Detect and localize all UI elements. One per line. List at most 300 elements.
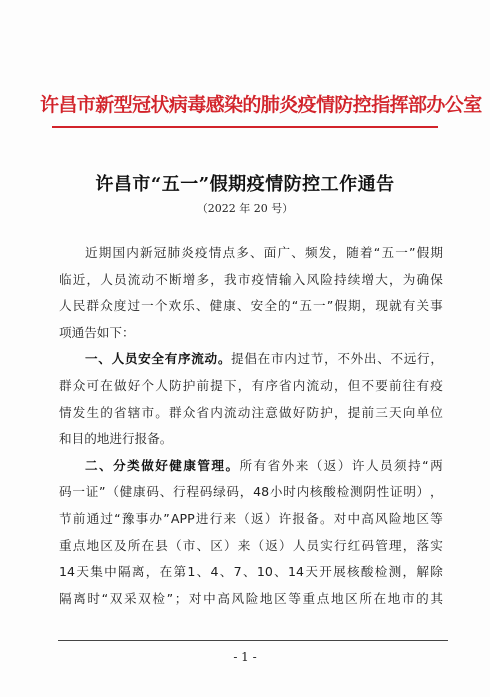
body-char: 、 xyxy=(291,245,304,260)
body-char: 群 xyxy=(169,404,182,420)
body-char: 动 xyxy=(320,377,333,393)
body-char: 频 xyxy=(305,245,318,260)
body-char: 许 xyxy=(278,510,292,526)
body-char: 就 xyxy=(389,298,402,314)
body-char: 对 xyxy=(188,590,202,606)
body-char: ； xyxy=(174,590,188,606)
body-char: 前 xyxy=(389,377,402,393)
body-char: 五 xyxy=(381,245,395,260)
body-char: 市 xyxy=(237,271,251,287)
body-char: 县 xyxy=(155,537,168,553)
body-char: ， xyxy=(402,564,416,580)
body-char: 开 xyxy=(319,564,332,580)
body-char: 炎 xyxy=(181,245,194,260)
body-char: 码 xyxy=(146,484,159,500)
body-char: 单 xyxy=(416,404,430,420)
body-char: 生 xyxy=(86,404,100,420)
body-char: 天 xyxy=(305,564,318,580)
body-char: 点 xyxy=(222,245,236,260)
body-char: 内 xyxy=(284,351,297,367)
body-char: 外 xyxy=(281,457,295,473)
body-char: 所 xyxy=(239,457,253,473)
body-char: 备 xyxy=(147,431,160,447)
body-char: ， xyxy=(361,298,375,314)
body-char: 一 xyxy=(72,484,85,500)
body-char: 有 xyxy=(253,457,267,473)
body-line xyxy=(59,453,443,480)
body-char: 有 xyxy=(251,377,265,393)
body-char: 众 xyxy=(72,377,86,393)
body-char: 测 xyxy=(349,484,363,500)
body-char: 我 xyxy=(224,271,237,287)
body-char: 群 xyxy=(59,377,72,393)
body-char: 一 xyxy=(141,298,154,314)
body-char: 行 xyxy=(417,351,430,367)
body-char: 性 xyxy=(376,484,390,500)
body-char: 有 xyxy=(402,298,416,314)
body-char: 双 xyxy=(109,590,123,606)
body-char: 往 xyxy=(402,377,416,393)
body-char: 理 xyxy=(389,537,402,553)
body-char: 险 xyxy=(388,510,402,526)
body-char: 、 xyxy=(242,564,256,580)
body-char: 近 xyxy=(85,245,98,260)
body-char: 解 xyxy=(416,564,429,580)
body-char: ） xyxy=(279,537,292,553)
body-char: 中 xyxy=(203,590,216,606)
section-heading-char: 康 xyxy=(183,457,196,473)
body-char: 重 xyxy=(59,537,72,553)
body-char: 过 xyxy=(297,351,311,367)
section-heading-char: 人 xyxy=(111,351,125,367)
footer-divider-line xyxy=(58,640,448,641)
body-char: 全 xyxy=(264,298,277,314)
body-char: 进 xyxy=(109,431,122,447)
body-char: ， xyxy=(402,537,416,553)
body-char: 48 xyxy=(253,484,270,500)
body-char: 多 xyxy=(236,245,249,260)
body-char: 随 xyxy=(346,245,359,260)
body-char: 核 xyxy=(309,484,323,500)
body-char: ， xyxy=(324,351,337,367)
body-char: ” xyxy=(166,590,174,606)
body-char: 好 xyxy=(292,404,306,420)
body-char: 码 xyxy=(361,537,375,553)
body-char: 下 xyxy=(109,324,122,340)
body-char: 如 xyxy=(96,324,110,340)
body-char: 人 xyxy=(292,537,306,553)
body-char: 地 xyxy=(387,590,401,606)
body-char: 情 xyxy=(265,271,278,287)
body-char: 临 xyxy=(59,271,72,287)
body-char: 报 xyxy=(134,431,148,447)
body-char: 过 xyxy=(127,298,141,314)
body-char: 区 xyxy=(345,590,358,606)
body-char: 人 xyxy=(59,298,72,314)
body-line xyxy=(59,586,443,613)
body-char: 市 xyxy=(401,590,415,606)
body-char: 前 xyxy=(72,510,86,526)
body-char: 断 xyxy=(169,271,182,287)
body-char: “ xyxy=(373,245,381,260)
section-heading-char: 安 xyxy=(138,351,151,367)
body-char: 第 xyxy=(173,564,187,580)
body-char: 员 xyxy=(306,537,320,553)
body-char: 点 xyxy=(316,590,330,606)
body-char: 着 xyxy=(360,245,373,260)
body-char: 天 xyxy=(389,404,402,420)
body-char: 防 xyxy=(306,404,320,420)
body-char: 双 xyxy=(138,590,151,606)
body-char: 码 xyxy=(226,484,239,500)
body-char: ， xyxy=(239,484,253,500)
section-heading-char: 序 xyxy=(177,351,191,367)
body-char: 动 xyxy=(237,404,251,420)
body-char: 高 xyxy=(361,510,374,526)
body-char: 省 xyxy=(114,404,127,420)
body-char: 返 xyxy=(323,457,337,473)
body-char: 检 xyxy=(152,590,165,606)
body-char: 个 xyxy=(141,377,155,393)
body-char: 康 xyxy=(223,298,236,314)
body-char: 办 xyxy=(149,510,162,526)
body-char: 提 xyxy=(210,377,223,393)
body-char: 度 xyxy=(113,298,127,314)
body-char: 在 xyxy=(373,590,387,606)
body-char: （ xyxy=(169,537,182,553)
body-char: 假 xyxy=(416,245,430,260)
body-char: 目 xyxy=(71,431,85,447)
body-char: “ xyxy=(114,510,121,526)
body-char: 通 xyxy=(71,324,85,340)
body-char: 情 xyxy=(59,404,72,420)
body-char: 测 xyxy=(388,564,402,580)
body-char: ， xyxy=(210,271,223,287)
body-char: 人 xyxy=(365,457,379,473)
body-char: 面 xyxy=(263,245,277,260)
body-line xyxy=(59,559,443,586)
body-char: ， xyxy=(237,377,251,393)
body-char: 增 xyxy=(182,271,196,287)
body-char: 、 xyxy=(274,564,287,580)
body-char: 大 xyxy=(375,271,388,287)
body-char: 地 xyxy=(96,431,110,447)
body-char: 人 xyxy=(155,377,168,393)
body-char: 增 xyxy=(361,271,375,287)
body-char: 通 xyxy=(86,510,100,526)
body-char: ， xyxy=(332,245,346,260)
body-char: ” xyxy=(326,298,334,314)
section-heading-char: 。 xyxy=(217,351,231,367)
body-char: 假 xyxy=(334,298,347,314)
body-char: ） xyxy=(337,457,351,473)
body-char: 离 xyxy=(131,564,145,580)
body-char: 14 xyxy=(59,564,76,580)
body-char: 疫 xyxy=(251,271,265,287)
body-char: 续 xyxy=(347,271,361,287)
body-char: 众 xyxy=(182,404,196,420)
body-char: 期 xyxy=(348,298,361,314)
body-char: 市 xyxy=(182,537,196,553)
body-char: 情 xyxy=(208,245,222,260)
body-char: 个 xyxy=(154,298,168,314)
body-char: 持 xyxy=(334,271,347,287)
body-char: 确 xyxy=(416,271,430,287)
body-char: 群 xyxy=(86,298,99,314)
body-char: 时 xyxy=(283,484,296,500)
body-char: 在 xyxy=(159,564,173,580)
body-char: 省 xyxy=(279,377,292,393)
body-char: 发 xyxy=(318,245,332,260)
body-char: 在 xyxy=(257,351,271,367)
body-char: 风 xyxy=(375,510,388,526)
body-char: 隔 xyxy=(59,590,72,606)
body-char: 采 xyxy=(123,590,137,606)
body-line xyxy=(59,293,443,320)
body-char: 为 xyxy=(402,271,416,287)
body-char: 位 xyxy=(430,404,443,420)
body-char: 序 xyxy=(265,377,278,393)
body-char: 健 xyxy=(119,484,133,500)
body-char: 落 xyxy=(416,537,430,553)
body-char: 区 xyxy=(416,510,429,526)
body-char: （ xyxy=(106,484,119,500)
document-number: （2022 年 20 号） xyxy=(196,202,294,215)
body-char: 流 xyxy=(306,377,320,393)
body-char: 、 xyxy=(219,564,233,580)
section-heading-char: 分 xyxy=(113,457,126,473)
body-char: 众 xyxy=(100,298,113,314)
body-char: 做 xyxy=(114,377,127,393)
section-heading-char: 流 xyxy=(191,351,204,367)
body-char: 中 xyxy=(104,564,117,580)
body-char: 提 xyxy=(231,351,244,367)
body-char: 区 xyxy=(100,537,113,553)
body-char: 辖 xyxy=(127,404,141,420)
body-char: 红 xyxy=(347,537,361,553)
body-char: 疫 xyxy=(430,377,443,393)
body-char: 备 xyxy=(306,510,319,526)
body-char: 须 xyxy=(394,457,407,473)
body-char: ， xyxy=(334,377,347,393)
body-char: 动 xyxy=(141,271,155,287)
body-char: 告 xyxy=(84,324,97,340)
body-char: 的 xyxy=(416,590,429,606)
body-char: 前 xyxy=(361,404,375,420)
body-char: 护 xyxy=(182,377,196,393)
body-char: 入 xyxy=(292,271,306,287)
body-char: 来 xyxy=(223,510,237,526)
body-char: 码 xyxy=(199,484,213,500)
body-char: 期 xyxy=(98,245,112,260)
body-char: 所 xyxy=(359,590,372,606)
page-number: - 1 - xyxy=(233,650,257,664)
body-char: 疫 xyxy=(195,245,208,260)
body-char: ” xyxy=(163,510,170,526)
body-char: 市 xyxy=(270,351,284,367)
body-char: 重 xyxy=(302,590,316,606)
section-heading-char: 员 xyxy=(124,351,138,367)
body-char: 阴 xyxy=(363,484,376,500)
body-char: ） xyxy=(224,537,237,553)
body-char: 康 xyxy=(133,484,146,500)
red-divider-line xyxy=(52,126,438,128)
body-char: 证 xyxy=(85,484,99,500)
body-char: 发 xyxy=(72,404,86,420)
body-char: 防 xyxy=(169,377,182,393)
body-char: 注 xyxy=(251,404,265,420)
body-char: 肺 xyxy=(167,245,181,260)
body-char: （ xyxy=(251,537,265,553)
body-char: ， xyxy=(430,484,443,500)
body-char: 险 xyxy=(320,271,333,287)
body-char: 在 xyxy=(141,537,155,553)
body-line xyxy=(59,240,443,267)
body-char: 外 xyxy=(350,351,364,367)
body-char: 不 xyxy=(390,351,404,367)
body-char: ： xyxy=(121,324,135,340)
body-char: 除 xyxy=(430,564,443,580)
body-char: 核 xyxy=(346,564,360,580)
section-heading-char: 、 xyxy=(99,457,112,473)
body-char: 三 xyxy=(375,404,388,420)
body-char: 实 xyxy=(430,537,443,553)
body-char: 内 xyxy=(292,377,306,393)
body-char: 多 xyxy=(196,271,210,287)
body-char: “ xyxy=(291,298,299,314)
body-char: 绿 xyxy=(213,484,226,500)
body-char: 期 xyxy=(430,245,443,260)
body-line xyxy=(59,533,443,560)
body-char: 倡 xyxy=(244,351,257,367)
body-char: 实 xyxy=(320,537,333,553)
body-char: 许 xyxy=(351,457,365,473)
body-char: 10 xyxy=(256,564,273,580)
section-heading-char: 、 xyxy=(98,351,111,367)
body-char: 省 xyxy=(196,404,210,420)
body-char: 向 xyxy=(402,404,416,420)
body-char: 返 xyxy=(265,537,278,553)
section-heading-char: 理 xyxy=(211,457,225,473)
body-char: 区 xyxy=(274,590,287,606)
body-char: 展 xyxy=(333,564,346,580)
body-char: 酸 xyxy=(360,564,374,580)
body-char: （ xyxy=(309,457,323,473)
body-char: （ xyxy=(237,510,250,526)
issuing-office-title: 许昌市新型冠状病毒感染的肺炎疫情防控指挥部办公室 xyxy=(40,94,482,116)
body-char: 远 xyxy=(403,351,417,367)
body-char: 、 xyxy=(236,298,250,314)
body-char: 。 xyxy=(155,404,168,420)
body-char: 行 xyxy=(209,510,223,526)
body-char: 程 xyxy=(186,484,199,500)
section-heading-char: 有 xyxy=(164,351,178,367)
body-char: 、 xyxy=(377,351,390,367)
body-line xyxy=(59,426,443,453)
body-char: 来 xyxy=(295,457,309,473)
body-char: 高 xyxy=(217,590,230,606)
body-char: 关 xyxy=(416,298,430,314)
body-line xyxy=(59,400,443,427)
body-char: ， xyxy=(86,271,100,287)
body-char: 五 xyxy=(299,298,312,314)
body-char: 地 xyxy=(330,590,344,606)
body-char: 中 xyxy=(347,510,361,526)
body-char: 内 xyxy=(126,245,139,260)
body-char: 人 xyxy=(100,271,113,287)
body-char: 下 xyxy=(224,377,237,393)
body-char: 报 xyxy=(292,510,305,526)
body-char: 新 xyxy=(140,245,153,260)
section-heading-char: 一 xyxy=(85,351,98,367)
body-char: ） xyxy=(416,484,430,500)
body-char: 乐 xyxy=(182,298,195,314)
body-char: ） xyxy=(264,510,278,526)
body-char: APP xyxy=(170,510,195,526)
body-char: 内 xyxy=(296,484,310,500)
body-char: 码 xyxy=(59,484,72,500)
body-char: 的 xyxy=(84,431,97,447)
body-char: ， xyxy=(389,271,402,287)
body-char: 前 xyxy=(196,377,210,393)
body-char: 证 xyxy=(389,484,403,500)
body-char: 有 xyxy=(416,377,430,393)
body-char: 7 xyxy=(233,564,242,580)
body-char: ， xyxy=(145,564,159,580)
body-char: 的 xyxy=(278,298,291,314)
body-char: 欢 xyxy=(168,298,182,314)
body-char: 小 xyxy=(269,484,283,500)
body-char: 在 xyxy=(100,377,113,393)
body-char: 。 xyxy=(159,431,173,447)
body-line xyxy=(59,267,443,294)
body-char: 一 xyxy=(313,298,326,314)
body-char: 14 xyxy=(288,564,305,580)
body-char: 天 xyxy=(76,564,89,580)
body-char: 豫 xyxy=(121,510,135,526)
body-char: 、 xyxy=(196,537,210,553)
body-char: ， xyxy=(430,351,443,367)
body-char: 隔 xyxy=(117,564,131,580)
section-heading-char: 全 xyxy=(151,351,164,367)
section-heading-char: 类 xyxy=(127,457,140,473)
body-char: 4 xyxy=(210,564,219,580)
body-char: 健 xyxy=(209,298,223,314)
body-char: 节 xyxy=(310,351,324,367)
section-heading-char: 健 xyxy=(169,457,182,473)
body-char: ” xyxy=(99,484,106,500)
body-char: 保 xyxy=(430,271,443,287)
section-heading-char: 做 xyxy=(141,457,154,473)
body-line xyxy=(59,506,443,533)
body-char: 和 xyxy=(59,431,72,447)
body-char: 离 xyxy=(73,590,86,606)
body-char: 持 xyxy=(408,457,421,473)
body-char: 险 xyxy=(245,590,259,606)
body-line xyxy=(59,320,443,347)
body-char: 酸 xyxy=(323,484,336,500)
body-char: 明 xyxy=(403,484,416,500)
body-char: 对 xyxy=(333,510,347,526)
body-char: 、 xyxy=(196,564,210,580)
section-heading-char: 管 xyxy=(197,457,210,473)
body-char: 输 xyxy=(279,271,292,287)
body-line xyxy=(59,479,443,506)
body-char: 省 xyxy=(267,457,281,473)
body-char: 流 xyxy=(127,271,141,287)
body-char: 事 xyxy=(135,510,149,526)
body-char: 员 xyxy=(114,271,127,287)
